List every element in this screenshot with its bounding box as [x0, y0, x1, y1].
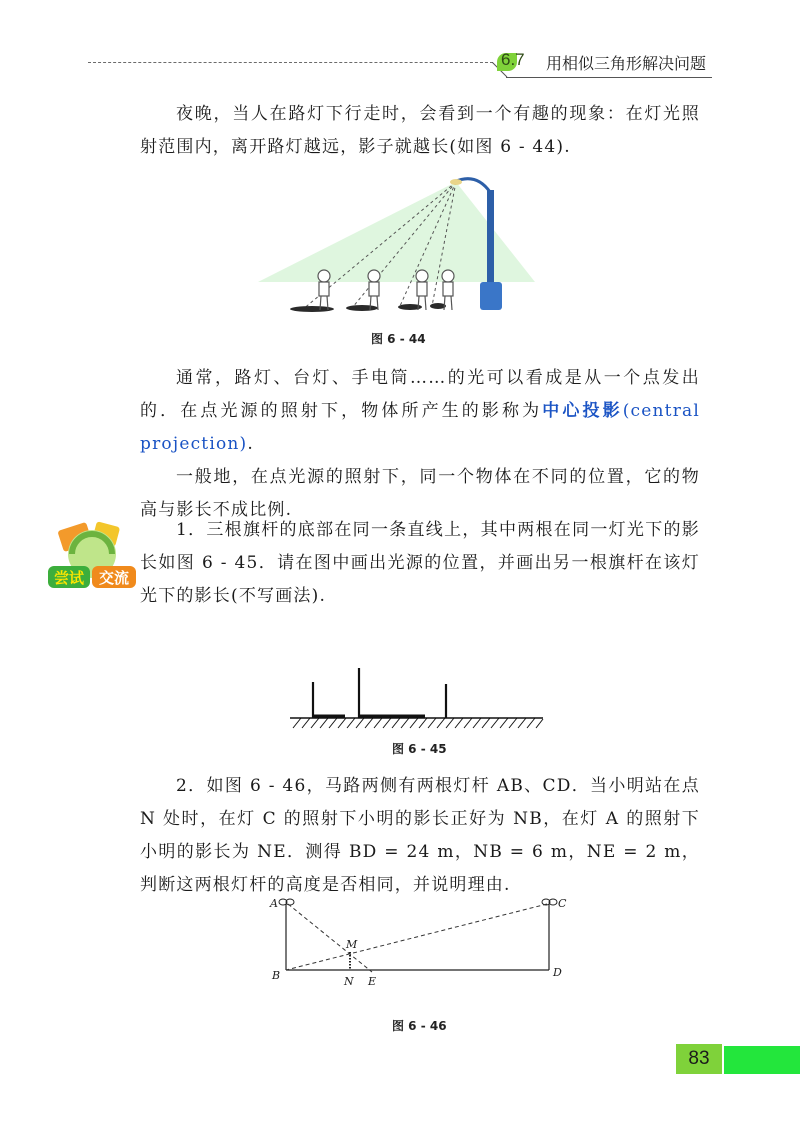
lamps [279, 899, 557, 905]
intro-paragraph [140, 98, 700, 164]
term-central-projection: 中心投影 [542, 401, 623, 421]
ratio-text: 一般地，在点光源的照射下，同一个物体在不同的位置，它的物高与影长不成比例. [140, 467, 700, 520]
figure-6-44-caption: 图 6 - 44 [371, 332, 426, 346]
header-underline [506, 77, 712, 78]
term-english: (central projection) [140, 401, 700, 454]
page-number: 83 [676, 1044, 722, 1074]
section-number: 6.7 [501, 50, 525, 69]
problem-1 [140, 514, 700, 613]
ground-hatching [293, 718, 543, 728]
point-labels [269, 897, 567, 988]
projection-text-before: 通常，路灯、台灯、手电筒……的光可以看成是从一个点发出的．在点光源的照射下，物体所产生的影称为 [140, 368, 700, 421]
figure-6-45-caption: 图 6 - 45 [392, 742, 447, 756]
label-E: E [368, 975, 377, 988]
figure-6-46 [262, 892, 582, 992]
light-rays [286, 904, 547, 972]
problem-2 [140, 770, 700, 902]
figure-6-45 [285, 662, 547, 734]
problem-1-text: 1．三根旗杆的底部在同一条直线上，其中两根在同一灯光下的影长如图 6 - 45．请在图中画出光源的位置，并画出另一根旗杆在该灯光下的影长(不写画法). [140, 520, 700, 606]
badge-label-try: 尝试 [53, 569, 85, 587]
header-rule [88, 62, 493, 63]
projection-text [140, 362, 700, 461]
projection-paragraph [140, 362, 700, 527]
label-M: M [346, 938, 358, 951]
label-A: A [270, 897, 278, 910]
section-title: 用相似三角形解决问题 [546, 54, 707, 73]
figure-6-44 [250, 170, 540, 320]
flagpoles [313, 668, 446, 718]
projection-text-after: . [247, 434, 254, 454]
badge-label-exchange: 交流 [98, 569, 130, 587]
label-D: D [553, 966, 562, 979]
label-N: N [344, 975, 354, 988]
problem-2-text: 2．如图 6 - 46，马路两侧有两根灯杆 AB、CD．当小明站在点 N 处时，在灯 C 的照射下小明的影长正好为 NB，在灯 A 的照射下小明的影长为 NE．测得 BD = 24 m，NB = 6 m，NE = 2 m，判断这两根灯杆的高度是否相同，并说明理由. [140, 776, 700, 895]
figure-6-46-caption: 图 6 - 46 [392, 1019, 447, 1033]
intro-text: 夜晚，当人在路灯下行走时，会看到一个有趣的现象：在灯光照射范围内，离开路灯越远，影子就越长(如图 6 - 44). [140, 104, 700, 157]
label-C: C [558, 897, 567, 910]
page-bar [724, 1046, 800, 1074]
shadows [290, 303, 446, 312]
try-exchange-badge [44, 518, 142, 598]
label-B: B [272, 969, 281, 982]
